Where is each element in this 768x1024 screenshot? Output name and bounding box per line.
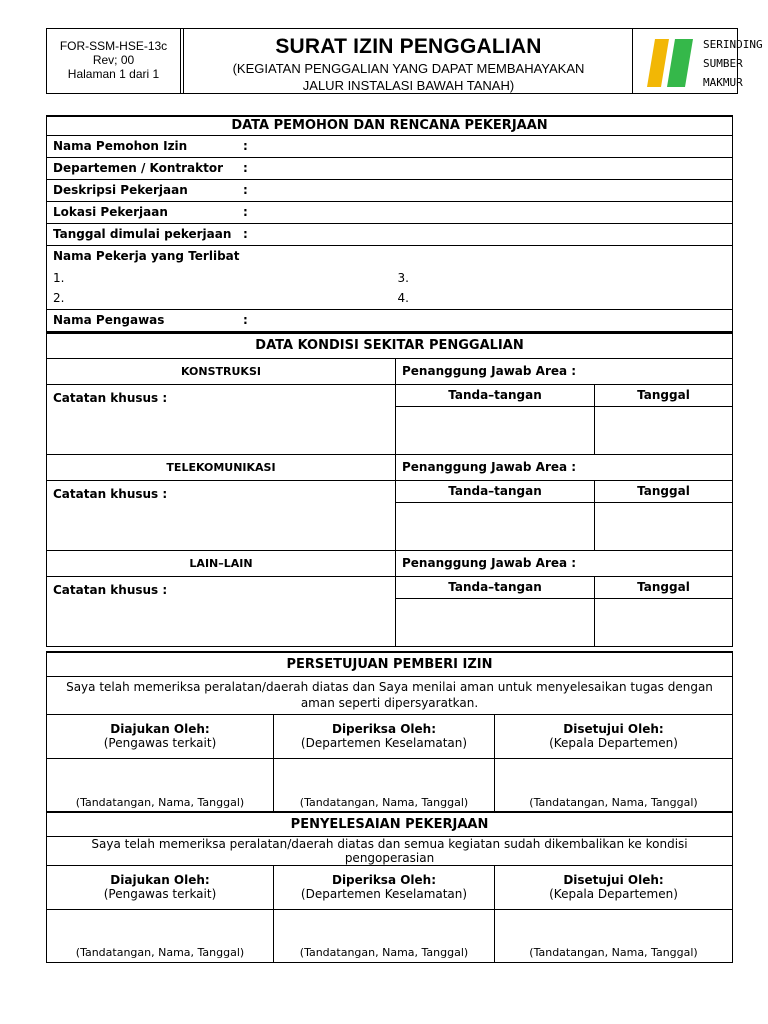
approval-submitted-role: (Pengawas terkait) <box>103 736 217 750</box>
label-start-date: Tanggal dimulai pekerjaan <box>53 227 232 241</box>
completion-sign-approved[interactable]: (Tandatangan, Nama, Tanggal) <box>495 909 733 962</box>
completion-approved-by <box>495 865 733 909</box>
completion-submitted-title: Diajukan Oleh: <box>110 873 210 887</box>
notes-label: Catatan khusus : <box>53 390 168 405</box>
label-workers: Nama Pekerja yang Terlibat <box>47 245 733 267</box>
worker-number-1: 1. <box>53 270 65 285</box>
date-field-construction[interactable] <box>595 406 733 454</box>
applicant-table <box>46 115 733 332</box>
notes-other[interactable] <box>47 576 396 646</box>
logo-green-stripe <box>667 39 693 87</box>
notes-construction[interactable] <box>47 384 396 454</box>
label-supervisor: Nama Pengawas <box>53 313 165 327</box>
label-applicant-name: Nama Pemohon Izin <box>53 139 188 153</box>
date-field-telecom[interactable] <box>595 502 733 550</box>
signature-field-other[interactable] <box>396 598 595 646</box>
company-name <box>703 35 763 92</box>
date-header: Tanggal <box>595 384 733 406</box>
label-description: Deskripsi Pekerjaan <box>53 183 188 197</box>
completion-table <box>46 811 733 963</box>
worker-field-3[interactable] <box>392 267 733 288</box>
approval-checked-title: Diperiksa Oleh: <box>331 722 437 736</box>
completion-checked-role: (Departemen Keselamatan) <box>300 887 468 901</box>
document-header <box>46 28 763 94</box>
notes-label: Catatan khusus : <box>53 582 168 597</box>
notes-label: Catatan khusus : <box>53 486 168 501</box>
completion-sign-submitted[interactable]: (Tandatangan, Nama, Tanggal) <box>47 909 274 962</box>
company-name-line-2: SUMBER <box>703 57 743 70</box>
approval-approved-by <box>495 714 733 758</box>
date-field-other[interactable] <box>595 598 733 646</box>
worker-field-1[interactable] <box>47 267 392 288</box>
section-title-completion: PENYELESAIAN PEKERJAAN <box>47 812 733 836</box>
approval-submitted-title: Diajukan Oleh: <box>110 722 210 736</box>
completion-checked-by <box>274 865 495 909</box>
signature-header: Tanda–tangan <box>396 576 595 598</box>
signature-field-telecom[interactable] <box>396 502 595 550</box>
company-name-line-3: MAKMUR <box>703 76 743 89</box>
approval-approved-role: (Kepala Departemen) <box>549 736 678 750</box>
approval-sign-checked[interactable]: (Tandatangan, Nama, Tanggal) <box>274 758 495 812</box>
logo-yellow-stripe <box>647 39 669 87</box>
completion-statement: Saya telah memeriksa peralatan/daerah diatas dan semua kegiatan sudah dikembalikan ke kondisi pengoperasian <box>47 836 733 865</box>
notes-telecom[interactable] <box>47 480 396 550</box>
label-location: Lokasi Pekerjaan <box>53 205 168 219</box>
colon: : <box>243 139 248 153</box>
worker-number-2: 2. <box>53 291 65 306</box>
field-location[interactable] <box>47 201 733 223</box>
completion-checked-title: Diperiksa Oleh: <box>331 873 437 887</box>
revision: Rev; 00 <box>92 53 135 67</box>
area-pic-other[interactable]: Penanggung Jawab Area : <box>396 550 733 576</box>
page-number: Halaman 1 dari 1 <box>67 67 160 81</box>
worker-field-2[interactable] <box>47 288 392 309</box>
section-title-applicant: DATA PEMOHON DAN RENCANA PEKERJAAN <box>47 116 733 135</box>
completion-submitted-by <box>47 865 274 909</box>
signature-field-construction[interactable] <box>396 406 595 454</box>
document-title: SURAT IZIN PENGGALIAN <box>275 35 542 58</box>
colon: : <box>243 205 248 219</box>
field-department[interactable] <box>47 157 733 179</box>
approval-submitted-by <box>47 714 274 758</box>
subtitle-line-2: JALUR INSTALASI BAWAH TANAH) <box>302 78 515 93</box>
conditions-table <box>46 332 733 647</box>
completion-approved-role: (Kepala Departemen) <box>549 887 678 901</box>
field-applicant-name[interactable] <box>47 135 733 157</box>
field-supervisor[interactable] <box>47 309 733 331</box>
title-block <box>185 29 633 93</box>
signature-header: Tanda–tangan <box>396 384 595 406</box>
section-title-approval: PERSETUJUAN PEMBERI IZIN <box>47 652 733 676</box>
completion-sign-checked[interactable]: (Tandatangan, Nama, Tanggal) <box>274 909 495 962</box>
area-label-construction: KONSTRUKSI <box>47 358 396 384</box>
completion-submitted-role: (Pengawas terkait) <box>103 887 217 901</box>
company-name-line-1: SERINDING <box>703 38 763 51</box>
completion-approved-title: Disetujui Oleh: <box>563 873 664 887</box>
logo-block <box>633 29 763 93</box>
colon: : <box>243 227 248 241</box>
label-department: Departemen / Kontraktor <box>53 161 224 175</box>
worker-number-3: 3. <box>397 270 409 285</box>
approval-checked-by <box>274 714 495 758</box>
date-header: Tanggal <box>595 480 733 502</box>
colon: : <box>243 313 248 327</box>
date-header: Tanggal <box>595 576 733 598</box>
approval-approved-title: Disetujui Oleh: <box>563 722 664 736</box>
area-pic-telecom[interactable]: Penanggung Jawab Area : <box>396 454 733 480</box>
colon: : <box>243 161 248 175</box>
approval-table <box>46 651 733 813</box>
approval-statement: Saya telah memeriksa peralatan/daerah diatas dan Saya menilai aman untuk menyelesaikan tugas dengan aman seperti dipersyaratkan. <box>47 676 733 714</box>
approval-sign-approved[interactable]: (Tandatangan, Nama, Tanggal) <box>495 758 733 812</box>
field-description[interactable] <box>47 179 733 201</box>
area-pic-construction[interactable]: Penanggung Jawab Area : <box>396 358 733 384</box>
form-code: FOR-SSM-HSE-13c <box>59 39 168 53</box>
approval-checked-role: (Departemen Keselamatan) <box>300 736 468 750</box>
subtitle-line-1: (KEGIATAN PENGGALIAN YANG DAPAT MEMBAHAYAKAN <box>232 61 585 76</box>
form-code-block <box>47 29 181 93</box>
area-label-telecom: TELEKOMUNIKASI <box>47 454 396 480</box>
worker-number-4: 4. <box>397 291 409 306</box>
colon: : <box>243 183 248 197</box>
field-start-date[interactable] <box>47 223 733 245</box>
header-divider <box>183 29 184 93</box>
area-label-other: LAIN–LAIN <box>47 550 396 576</box>
worker-field-4[interactable] <box>392 288 733 309</box>
approval-sign-submitted[interactable]: (Tandatangan, Nama, Tanggal) <box>47 758 274 812</box>
signature-header: Tanda–tangan <box>396 480 595 502</box>
section-title-conditions: DATA KONDISI SEKITAR PENGGALIAN <box>47 333 733 358</box>
company-logo-icon <box>637 29 703 95</box>
